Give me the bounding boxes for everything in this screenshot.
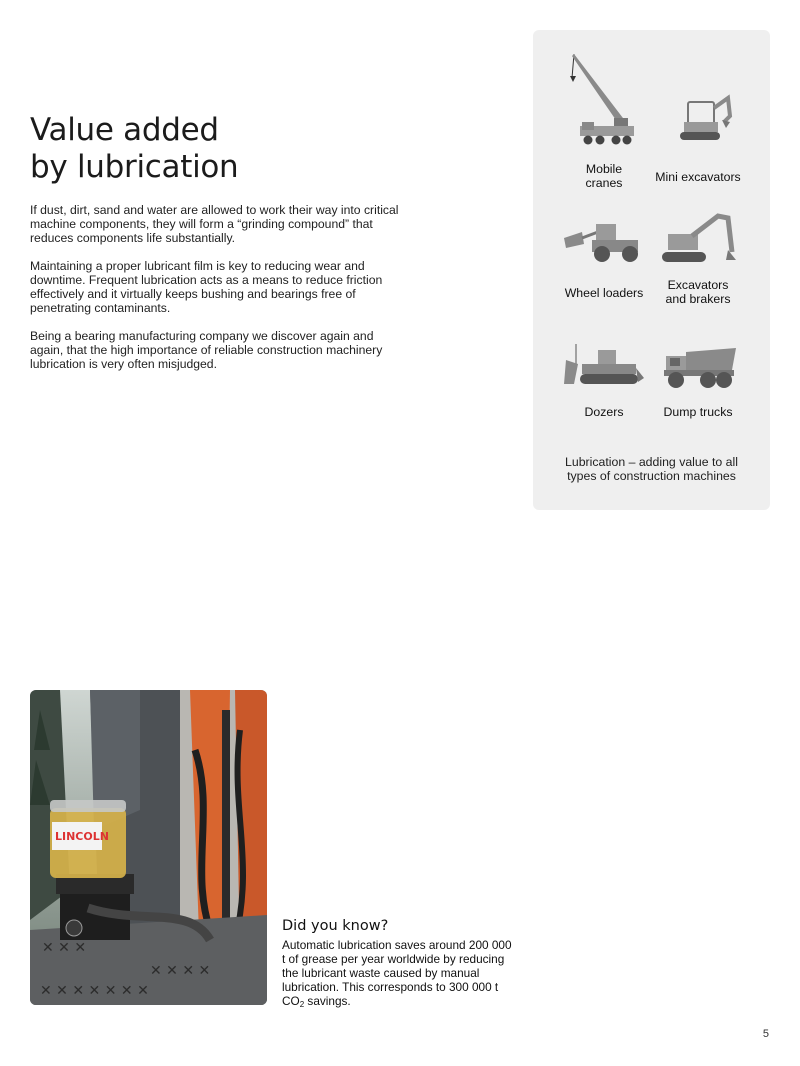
svg-text:✕ ✕ ✕ ✕ ✕ ✕ ✕: ✕ ✕ ✕ ✕ ✕ ✕ ✕ (40, 983, 149, 999)
machine-excavators (651, 202, 745, 306)
paragraph: If dust, dirt, sand and water are allowed to work their way into critical machine components, they will form a “grinding compound” that reduces components life substantially. (30, 203, 399, 245)
excavator-icon (656, 202, 740, 272)
paragraph: Being a bearing manufacturing company we discover again and again, that the high importance of reliable construction machinery lubrication is very often misjudged. (30, 329, 383, 371)
machine-label: Dozers (584, 405, 624, 419)
paragraph: Maintaining a proper lubricant film is key to reducing wear and downtime. Frequent lubrication acts as a means to reduce friction effectively and it virtually keeps bushing and bearings free of penetrating contaminants. (30, 259, 383, 315)
caption-line: Lubrication – adding value to all (565, 455, 738, 469)
page-heading (30, 112, 238, 186)
machine-label: and brakers (665, 292, 731, 306)
did-you-know-text: Automatic lubrication saves around 200 000 t of grease per year worldwide by reducing the lubricant waste caused by manual lubrication. This corresponds to 300 000 t CO (282, 938, 512, 1008)
body-text (30, 203, 410, 385)
caption-line: types of construction machines (567, 469, 736, 483)
did-you-know-body (282, 938, 517, 1012)
machine-label: Excavators (667, 278, 729, 292)
machine-label: Mini excavators (655, 170, 741, 184)
machine-label: Wheel loaders (564, 286, 644, 300)
machine-label: cranes (585, 176, 623, 190)
heading-line-1: Value added (30, 112, 219, 148)
dozer-icon (562, 338, 646, 394)
did-you-know-title: Did you know? (282, 918, 389, 934)
machine-label: Mobile (585, 162, 623, 176)
machine-dozers (557, 338, 651, 419)
lubrication-pump-image (30, 690, 267, 1005)
mobile-crane-icon (564, 50, 644, 150)
did-you-know-text-end: savings. (304, 994, 351, 1008)
machine-label: Dump trucks (663, 405, 733, 419)
mini-excavator-icon (658, 50, 738, 150)
machine-dump-trucks (651, 338, 745, 419)
machine-mini-excavators (651, 50, 745, 184)
svg-text:✕ ✕ ✕: ✕ ✕ ✕ (42, 940, 87, 956)
heading-line-2: by lubrication (30, 149, 239, 185)
page-number: 5 (762, 1028, 769, 1040)
machine-wheel-loaders (557, 202, 651, 300)
co2-subscript: 2 (299, 1000, 305, 1009)
svg-text:✕ ✕ ✕ ✕: ✕ ✕ ✕ ✕ (150, 963, 211, 979)
machine-types-panel (533, 30, 770, 510)
machine-mobile-cranes (557, 50, 651, 190)
dump-truck-icon (656, 338, 740, 394)
pump-brand-text: LINCOLN (55, 830, 109, 843)
wheel-loader-icon (562, 202, 646, 272)
panel-caption (533, 455, 770, 483)
lubrication-pump-photo (30, 690, 267, 1005)
